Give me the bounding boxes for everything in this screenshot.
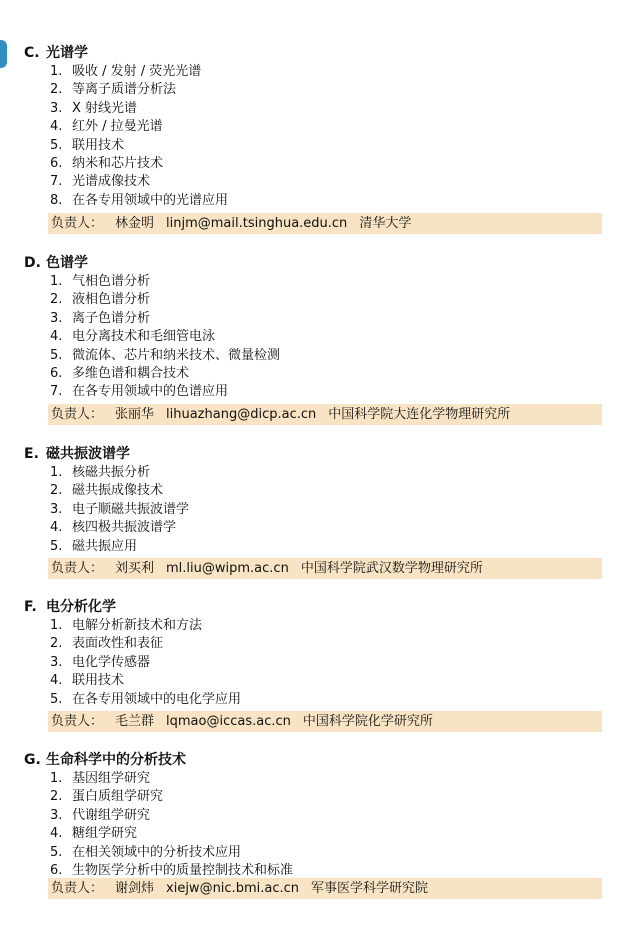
contact-name: 张丽华	[115, 407, 155, 422]
item-text: 电子顺磁共振波谱学	[72, 501, 190, 517]
item-number: 3.	[50, 100, 63, 116]
list-item	[50, 617, 241, 635]
list-item	[50, 328, 280, 346]
list-item	[50, 691, 241, 709]
contact-org: 军事医学科学研究院	[311, 881, 429, 896]
contact-label: 负责人：	[51, 881, 104, 896]
list-item	[50, 81, 228, 99]
list-item	[50, 654, 241, 672]
item-text: 在相关领域中的分析技术应用	[72, 844, 242, 860]
item-number: 5.	[50, 691, 63, 707]
item-text: 联用技术	[72, 137, 125, 153]
item-text: 蛋白质组学研究	[72, 789, 164, 805]
item-text: 离子色谱分析	[72, 310, 151, 326]
list-item	[50, 383, 280, 401]
item-number: 3.	[50, 807, 63, 823]
item-number: 6.	[50, 862, 63, 878]
item-text: 电解分析新技术和方法	[72, 618, 203, 633]
list-item	[50, 365, 280, 383]
section-letter: G.	[24, 752, 41, 768]
contact-name: 谢剑炜	[115, 881, 155, 896]
list-item	[50, 788, 293, 806]
item-number: 4.	[50, 673, 63, 689]
list-item	[50, 63, 228, 81]
item-number: 8.	[50, 192, 63, 208]
item-text: 液相色谱分析	[72, 292, 151, 308]
item-text: 联用技术	[72, 673, 125, 689]
item-text: 核四极共振波谱学	[72, 520, 177, 536]
list-item	[50, 118, 228, 136]
contact-bar	[48, 878, 602, 899]
item-text: 在各专用领域中的光谱应用	[72, 192, 229, 208]
item-number: 6.	[50, 155, 63, 171]
item-text: 代谢组学研究	[72, 807, 151, 823]
list-item	[50, 519, 189, 537]
list-item	[50, 807, 293, 825]
list-item	[50, 310, 280, 328]
list-item	[50, 482, 189, 500]
item-number: 5.	[50, 137, 63, 153]
item-number: 3.	[50, 501, 63, 517]
section-title: 电分析化学	[46, 599, 116, 615]
topic-list	[50, 617, 241, 709]
contact-org: 清华大学	[359, 216, 412, 231]
item-number: 2.	[50, 789, 63, 805]
contact-org: 中国科学院武汉数学物理研究所	[300, 561, 483, 576]
list-item	[50, 347, 280, 365]
item-number: 2.	[50, 636, 63, 652]
item-text: 核磁共振分析	[72, 465, 151, 480]
contact-label: 负责人：	[51, 714, 104, 729]
section-title: 色谱学	[46, 255, 88, 271]
list-item	[50, 844, 293, 862]
item-number: 1.	[50, 465, 63, 480]
item-number: 4.	[50, 119, 63, 135]
item-number: 7.	[50, 174, 63, 190]
item-text: 糖组学研究	[72, 826, 138, 842]
section-heading	[24, 445, 130, 463]
item-text: 基因组学研究	[72, 771, 151, 786]
contact-email[interactable]: linjm@mail.tsinghua.edu.cn	[166, 216, 348, 231]
topic-list	[50, 770, 293, 880]
section-heading	[24, 254, 88, 272]
item-number: 2.	[50, 483, 63, 499]
contact-name: 刘买利	[115, 561, 155, 576]
item-text: 纳米和芯片技术	[72, 155, 164, 171]
item-number: 2.	[50, 292, 63, 308]
item-number: 1.	[50, 771, 63, 786]
item-text: X 射线光谱	[72, 100, 138, 116]
item-text: 在各专用领域中的色谱应用	[72, 384, 229, 400]
list-item	[50, 173, 228, 191]
item-number: 1.	[50, 274, 63, 289]
item-text: 磁共振应用	[72, 538, 138, 554]
contact-name: 毛兰群	[115, 714, 155, 729]
section-title: 磁共振波谱学	[46, 446, 130, 462]
page-edge-tab	[0, 40, 7, 68]
item-number: 5.	[50, 844, 63, 860]
contact-bar	[48, 213, 602, 234]
section-heading	[24, 751, 186, 769]
section-heading	[24, 44, 88, 62]
section-heading	[24, 598, 116, 616]
item-text: 电化学传感器	[72, 654, 151, 670]
item-text: 微流体、芯片和纳米技术、微量检测	[72, 347, 281, 363]
list-item	[50, 825, 293, 843]
contact-email[interactable]: lihuazhang@dicp.ac.cn	[166, 407, 317, 422]
contact-name: 林金明	[115, 216, 155, 231]
list-item	[50, 192, 228, 210]
section-letter: C.	[24, 45, 40, 61]
item-text: 气相色谱分析	[72, 274, 151, 289]
contact-email[interactable]: xiejw@nic.bmi.ac.cn	[166, 881, 299, 896]
list-item	[50, 501, 189, 519]
contact-email[interactable]: ml.liu@wipm.ac.cn	[166, 561, 289, 576]
contact-org: 中国科学院大连化学物理研究所	[328, 407, 511, 422]
item-number: 3.	[50, 310, 63, 326]
item-number: 4.	[50, 826, 63, 842]
item-number: 3.	[50, 654, 63, 670]
contact-label: 负责人：	[51, 561, 104, 576]
item-text: 光谱成像技术	[72, 174, 151, 190]
item-text: 表面改性和表征	[72, 636, 164, 652]
list-item	[50, 464, 189, 482]
item-number: 5.	[50, 538, 63, 554]
contact-bar	[48, 558, 602, 579]
list-item	[50, 273, 280, 291]
topic-list	[50, 63, 228, 210]
item-number: 5.	[50, 347, 63, 363]
list-item	[50, 538, 189, 556]
topic-list	[50, 464, 189, 556]
item-text: 在各专用领域中的电化学应用	[72, 691, 242, 707]
item-text: 生物医学分析中的质量控制技术和标准	[72, 862, 294, 878]
contact-email[interactable]: lqmao@iccas.ac.cn	[166, 714, 291, 729]
list-item	[50, 155, 228, 173]
item-number: 7.	[50, 384, 63, 400]
list-item	[50, 672, 241, 690]
list-item	[50, 137, 228, 155]
list-item	[50, 635, 241, 653]
section-letter: D.	[24, 255, 41, 271]
item-number: 1.	[50, 64, 63, 79]
list-item	[50, 770, 293, 788]
contact-bar	[48, 711, 602, 732]
contact-label: 负责人：	[51, 216, 104, 231]
section-title: 生命科学中的分析技术	[46, 752, 186, 768]
contact-label: 负责人：	[51, 407, 104, 422]
item-number: 4.	[50, 520, 63, 536]
list-item	[50, 100, 228, 118]
item-text: 电分离技术和毛细管电泳	[72, 329, 216, 345]
item-number: 2.	[50, 82, 63, 98]
list-item	[50, 291, 280, 309]
item-text: 吸收 / 发射 / 荧光光谱	[72, 64, 202, 79]
contact-bar	[48, 404, 602, 425]
item-number: 4.	[50, 329, 63, 345]
item-number: 6.	[50, 365, 63, 381]
item-text: 红外 / 拉曼光谱	[72, 119, 163, 135]
section-letter: E.	[24, 446, 39, 462]
topic-list	[50, 273, 280, 402]
item-text: 磁共振成像技术	[72, 483, 164, 499]
item-number: 1.	[50, 618, 63, 633]
item-text: 等离子质谱分析法	[72, 82, 177, 98]
contact-org: 中国科学院化学研究所	[302, 714, 433, 729]
item-text: 多维色谱和耦合技术	[72, 365, 190, 381]
section-title: 光谱学	[46, 45, 88, 61]
section-letter: F.	[24, 599, 37, 615]
